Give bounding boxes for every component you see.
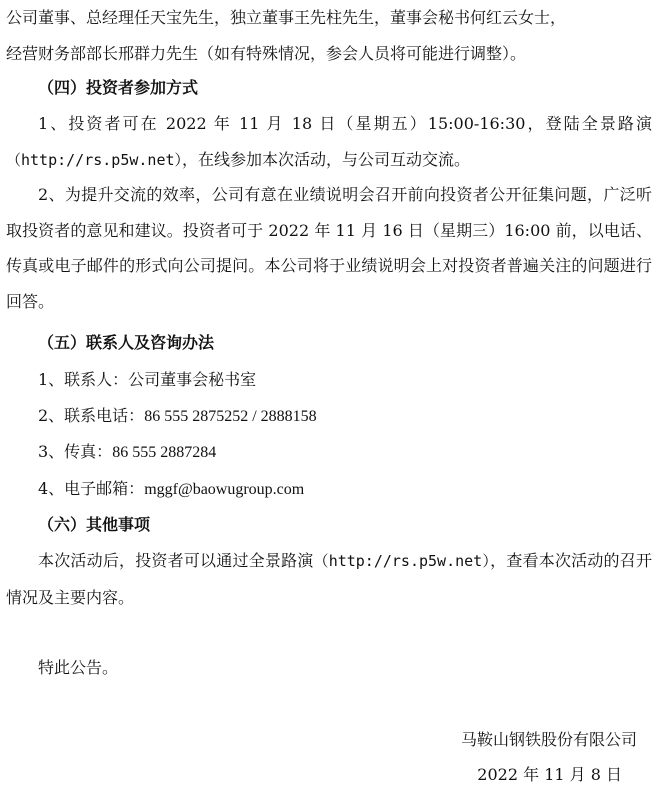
phone-value: 86 555 2875252 / 2888158	[144, 408, 317, 425]
section-6-text	[6, 543, 652, 615]
section-5-heading: （五）联系人及咨询办法	[38, 333, 215, 352]
attendees-line-1: 公司董事、总经理任天宝先生，独立董事王先柱先生，董事会秘书何红云女士，	[6, 8, 567, 27]
item-1-text-b: ，在线参加本次活动，与公司互动交流。	[182, 149, 471, 169]
announcement-date: 2022 年 11 月 8 日	[477, 765, 622, 784]
company-signature: 马鞍山钢铁股份有限公司	[460, 730, 637, 749]
contact-person: 1、联系人：公司董事会秘书室	[38, 370, 257, 389]
closing-remark: 特此公告。	[38, 658, 119, 677]
section-6-text-a: 本次活动后，投资者可以通过全景路演	[38, 551, 314, 570]
section-4-heading: （四）投资者参加方式	[38, 78, 199, 97]
contact-phone	[6, 398, 652, 435]
roadshow-url-2: （http://rs.p5w.net）	[313, 552, 491, 570]
contact-email	[6, 471, 652, 508]
section-6-heading: （六）其他事项	[38, 515, 151, 534]
email-label: 4、电子邮箱：	[38, 479, 145, 498]
fax-value: 86 555 2887284	[112, 444, 217, 461]
item-1-text-a: 1、投资者可在 2022 年 11 月 18 日（星期五）15:00-16:30，登陆全景路演	[38, 114, 652, 133]
attendees-paragraph	[6, 0, 652, 71]
phone-label: 2、联系电话：	[38, 406, 145, 425]
section-4-item-2: 2、为提升交流的效率，公司有意在业绩说明会召开前向投资者公开征集问题，广泛听取投资者的意见和建议。投资者可于 2022 年 11 月 16 日（星期三）16:00 前，以电话、传真或电子邮件的形式向公司提问。本公司将于业绩说明会上对投资者普遍关注的问题进行回答。	[6, 185, 652, 311]
email-value: mggf@baowugroup.com	[144, 481, 305, 498]
section-6-text-b: ，查看本次活动的召开情况及主要内容。	[6, 551, 652, 607]
attendees-line-2: 经营财务部部长邢群力先生（如有特殊情况，参会人员将可能进行调整）。	[6, 43, 527, 63]
roadshow-url: （http://rs.p5w.net）	[6, 150, 183, 169]
fax-label: 3、传真：	[38, 442, 113, 461]
contact-fax	[6, 434, 652, 471]
section-4-item-1	[6, 106, 652, 178]
